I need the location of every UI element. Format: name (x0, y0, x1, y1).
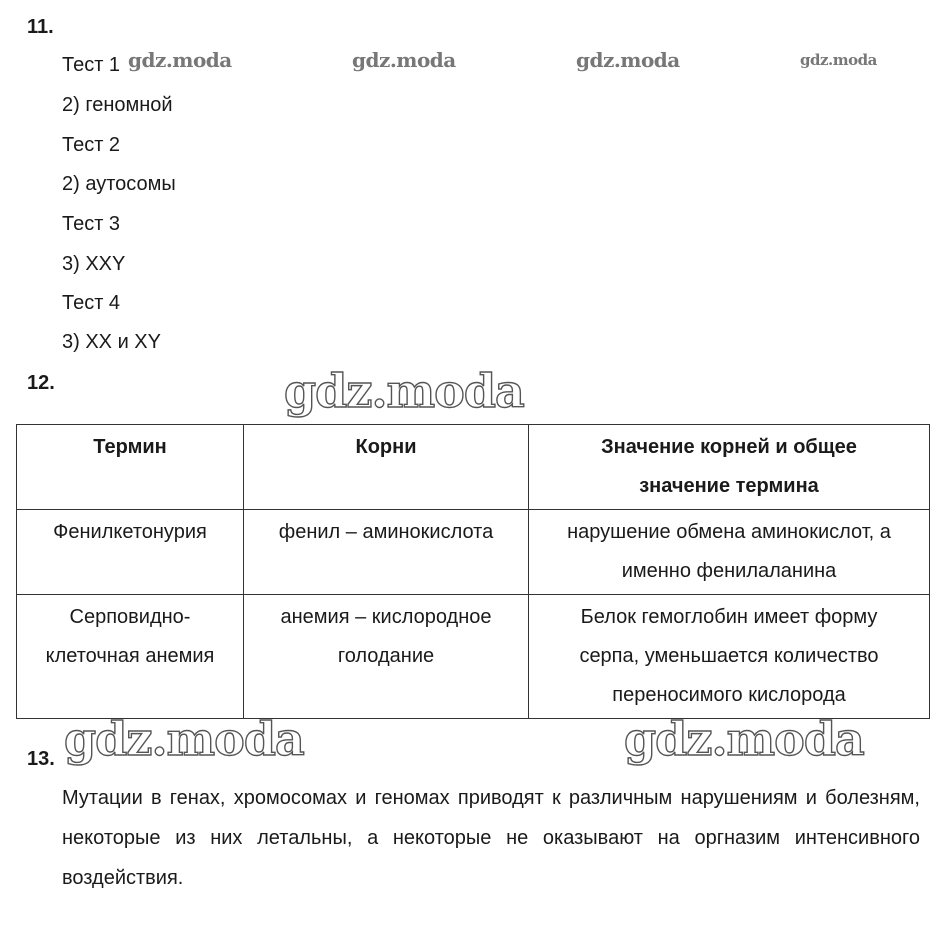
cell-term: Фенилкетонурия (17, 510, 244, 595)
cell-meaning: Белок гемоглобин имеет форму серпа, уменьшается количество переносимого кислорода (529, 595, 930, 719)
cell-meaning: нарушение обмена аминокислот, а именно фенилаланина (529, 510, 930, 595)
watermark: gdz.moda (800, 51, 877, 69)
cell-roots: анемия – кислородное голодание (244, 595, 529, 719)
cell-roots: фенил – аминокислота (244, 510, 529, 595)
cell-term: Серповидно-клеточная анемия (17, 595, 244, 719)
watermark: gdz.moda (352, 48, 456, 72)
watermark: gdz.moda (284, 364, 524, 418)
watermark: gdz.moda (64, 712, 304, 766)
watermark: gdz.moda (576, 48, 680, 72)
task-11-number: 11. (27, 16, 54, 38)
header-roots: Корни (244, 425, 529, 510)
task-11-line-8: 3) XX и XY (62, 331, 161, 353)
table-header-row (17, 425, 930, 510)
task-13-number: 13. (27, 748, 55, 770)
terms-table (16, 424, 930, 719)
task-11-line-4: 2) аутосомы (62, 173, 176, 195)
task-11-line-3: Тест 2 (62, 134, 121, 156)
task-13-text: Мутации в генах, хромосомах и геномах приводят к различным нарушениям и болезням, некоторые из них летальны, а некоторые не оказывают на оргназим интенсивного воздействия. (62, 787, 920, 889)
table-row (17, 510, 930, 595)
header-meaning: Значение корней и общее значение термина (529, 425, 930, 510)
task-11-line-2: 2) геномной (62, 94, 173, 116)
task-12-number: 12. (27, 372, 55, 394)
watermark: gdz.moda (128, 48, 232, 72)
task-11-line-7: Тест 4 (62, 292, 121, 314)
task-11-line-6: 3) XXY (62, 253, 126, 275)
table-row (17, 595, 930, 719)
watermark: gdz.moda (624, 712, 864, 766)
task-11-line-5: Тест 3 (62, 213, 121, 235)
header-term: Термин (17, 425, 244, 510)
task-11-line-1: Тест 1 (62, 54, 121, 76)
